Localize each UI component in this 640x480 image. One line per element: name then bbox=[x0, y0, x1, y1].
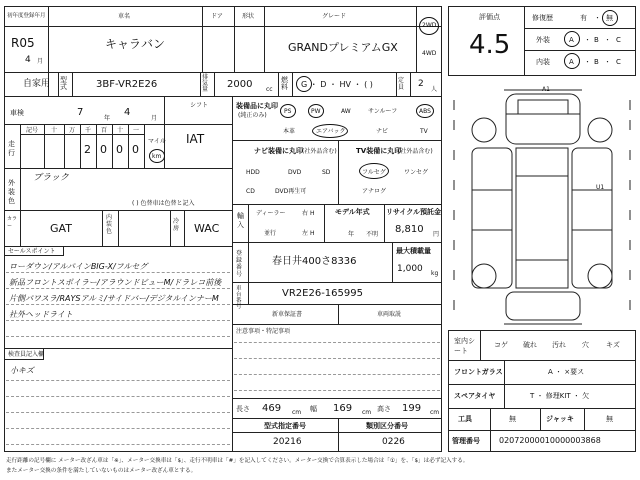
management-label: 管理番号 bbox=[452, 437, 480, 445]
tv-title: TV装備に丸印 bbox=[356, 147, 402, 155]
fuel-options: G ・ D ・ HV ・ ( ) bbox=[301, 80, 373, 89]
repair-no: 無 bbox=[606, 14, 613, 22]
car-name-value: キャラバン bbox=[105, 37, 166, 51]
model-year-unit: 年 bbox=[348, 231, 355, 238]
category-value: 自家用 bbox=[23, 79, 51, 89]
exterior-value: ブラック bbox=[33, 173, 69, 183]
spare-tire-value: T ・ 修理KIT ・ 欠 bbox=[530, 392, 590, 400]
ac-value: WAC bbox=[194, 222, 220, 235]
type-label: 型式 bbox=[60, 76, 67, 91]
drive-4wd: 4WD bbox=[422, 50, 437, 57]
grade-sep: ・ bbox=[584, 58, 591, 66]
import-steering-h: H bbox=[310, 210, 315, 217]
sheet-item: 汚れ bbox=[552, 341, 566, 349]
digit-header-1: 万 bbox=[69, 127, 76, 134]
inspector-line: 小キズ bbox=[10, 366, 34, 375]
equipment-subtitle: (純正のみ) bbox=[238, 112, 267, 119]
mileage-digit: 0 bbox=[132, 143, 139, 156]
tools-label: 工具 bbox=[458, 415, 472, 423]
category-code-label: 類別区分番号 bbox=[366, 422, 408, 430]
inspector-label: 検査員記入欄 bbox=[8, 351, 45, 358]
height-label: 高さ bbox=[377, 405, 391, 413]
equip-ps: PS bbox=[284, 108, 292, 115]
tv-note: (社外品含む) bbox=[398, 148, 433, 155]
grade-value: GRANDプレミアムGX bbox=[288, 41, 398, 54]
capacity-unit: 人 bbox=[431, 86, 438, 93]
first-reg-month-unit: 月 bbox=[37, 58, 44, 65]
score-label: 評価点 bbox=[479, 13, 500, 21]
model-year-unknown: 不明 bbox=[366, 231, 379, 238]
import-label: 輸入 bbox=[237, 212, 244, 229]
mileage-notes-label: 記号 bbox=[26, 127, 39, 134]
capacity-value: 2 bbox=[418, 79, 424, 89]
footer-line-2: またメーター交換の条件を満たしていないものはメーター改ざん車とする。 bbox=[6, 468, 197, 474]
drive-2wd: 2WD bbox=[422, 22, 437, 29]
car-name-label: 車名 bbox=[118, 13, 131, 20]
model-year-label: モデル年式 bbox=[335, 208, 370, 216]
unit-km: km bbox=[152, 153, 162, 160]
jack-value: 無 bbox=[606, 415, 613, 423]
navi-sd: SD bbox=[322, 169, 331, 176]
navi-dvd-play: DVD再生可 bbox=[275, 188, 307, 195]
sales-points-label: セールスポイント bbox=[8, 248, 56, 255]
chassis-value: VR2E26-165995 bbox=[282, 288, 363, 299]
type-value: 3BF-VR2E26 bbox=[96, 79, 158, 90]
tools-value: 無 bbox=[509, 415, 516, 423]
sales-point-line: ローダウン/アルパインBIG-X/フルセグ bbox=[9, 262, 148, 271]
equip-pw: PW bbox=[311, 108, 321, 115]
unit-mile: マイル bbox=[148, 138, 166, 145]
sheet-item: コゲ bbox=[494, 341, 508, 349]
inspection-label: 車検 bbox=[10, 109, 24, 117]
door-label: ドア bbox=[211, 13, 223, 20]
designation-label: 型式指定番号 bbox=[264, 422, 306, 430]
width-value: 169 bbox=[333, 403, 353, 414]
import-right: 右 bbox=[302, 210, 309, 217]
grade-sep: ・ bbox=[584, 36, 591, 44]
width-unit: cm bbox=[362, 409, 372, 416]
fuel-g-circle bbox=[296, 76, 312, 92]
repair-label: 修復歴 bbox=[532, 14, 553, 22]
length-label: 長さ bbox=[236, 405, 250, 413]
tv-fullseg: フルセグ bbox=[362, 169, 386, 176]
registration-value: 春日井400さ8336 bbox=[272, 256, 357, 267]
displacement-label: 排気量 bbox=[202, 74, 209, 93]
digit-header-4: 十 bbox=[117, 127, 124, 134]
repair-yes: 有 bbox=[580, 14, 587, 22]
navi-title: ナビ装備に丸印 bbox=[254, 147, 303, 155]
max-load-unit: kg bbox=[431, 270, 439, 277]
fuel-label: 燃料 bbox=[281, 76, 288, 91]
diagram-mark-u1: U1 bbox=[596, 184, 605, 191]
tv-oneseg: ワンセグ bbox=[404, 169, 429, 176]
designation-value: 20216 bbox=[273, 437, 302, 447]
interior-grade-label: 内装 bbox=[536, 58, 550, 66]
equip-abs: ABS bbox=[419, 108, 431, 115]
navi-dvd: DVD bbox=[288, 169, 302, 176]
mileage-digit: 2 bbox=[84, 143, 91, 156]
interior-sheet-label: 室内シート bbox=[454, 337, 475, 355]
mileage-digit: 0 bbox=[100, 143, 107, 156]
equip-airbag: エアバック bbox=[316, 128, 346, 135]
exterior-note: ( ) 色替車は色替と記入 bbox=[132, 200, 195, 207]
recycle-value: 8,810 bbox=[395, 224, 424, 235]
ac-label: 冷房 bbox=[173, 218, 180, 232]
first-reg-label: 初年度登録年月 bbox=[7, 13, 46, 19]
mileage-label: 走行 bbox=[8, 140, 15, 157]
exterior-grade-a: A bbox=[569, 36, 574, 44]
interior-grade-a: A bbox=[569, 58, 574, 66]
footer-line-1: 走行距離の記号欄に メーター改ざん車は「※」、メーター交換車は「$」、走行不明車は「#」を記入してください。メーター交換で合算表示した場合は「①」を、「$」は必ず記入する。 bbox=[6, 458, 469, 464]
repair-dot: ・ bbox=[594, 14, 601, 22]
exterior-grade-b: B bbox=[594, 36, 599, 44]
sheet-item: 穴 bbox=[582, 341, 589, 349]
digit-header-0: 十 bbox=[51, 127, 58, 134]
spare-tire-label: スペアタイヤ bbox=[454, 392, 496, 400]
max-load-label: 最大積載量 bbox=[396, 247, 431, 255]
sheet-item: キズ bbox=[606, 341, 620, 349]
import-left: 左 bbox=[302, 230, 309, 237]
import-steering-h2: H bbox=[310, 230, 315, 237]
height-unit: cm bbox=[430, 409, 440, 416]
digit-header-3: 百 bbox=[101, 127, 108, 134]
inspection-year: 7 bbox=[77, 107, 84, 118]
height-value: 199 bbox=[402, 403, 422, 414]
exterior-grade-c: C bbox=[616, 36, 621, 44]
first-reg-month: 4 bbox=[25, 55, 31, 65]
front-glass-label: フロントガラス bbox=[454, 368, 503, 376]
shift-value: IAT bbox=[186, 132, 205, 146]
import-parallel: 並行 bbox=[264, 230, 277, 237]
recycle-label: リサイクル預託金 bbox=[386, 208, 442, 216]
displacement-unit: cc bbox=[266, 86, 273, 93]
chassis-label: 車台番号 bbox=[236, 286, 242, 310]
equip-sunroof: サンルーフ bbox=[368, 108, 398, 115]
equipment-title: 装備品に丸印 bbox=[236, 102, 278, 110]
first-reg-era: R05 bbox=[11, 36, 35, 50]
max-load-value: 1,000 bbox=[397, 264, 423, 274]
recycle-unit: 円 bbox=[433, 231, 440, 238]
diagram-mark-a1: A1 bbox=[542, 86, 550, 93]
mileage-digit: 0 bbox=[116, 143, 123, 156]
length-value: 469 bbox=[262, 403, 282, 414]
interior-grade-b: B bbox=[594, 58, 599, 66]
jack-label: ジャッキ bbox=[546, 415, 574, 423]
import-dealer: ディーラー bbox=[256, 210, 286, 217]
equip-aw: AW bbox=[341, 108, 351, 115]
color-code-value: GAT bbox=[50, 222, 72, 235]
grade-sep: ・ bbox=[604, 36, 611, 44]
inspection-year-unit: 年 bbox=[104, 115, 111, 122]
special-notes-label: 注意事項・特記事項 bbox=[236, 328, 291, 335]
color-code-label: カラー bbox=[7, 216, 18, 229]
grade-label: グレード bbox=[322, 13, 347, 20]
equip-navi: ナビ bbox=[376, 128, 389, 135]
digit-header-5: 一 bbox=[133, 127, 140, 134]
inspection-month-unit: 月 bbox=[151, 115, 158, 122]
grade-sep: ・ bbox=[604, 58, 611, 66]
shift-label: シフト bbox=[190, 102, 209, 109]
digit-header-2: 千 bbox=[85, 127, 92, 134]
sales-point-line: 新品フロントスポイラー/アラウンドビューM/ドラレコ前後 bbox=[9, 278, 222, 287]
navi-hdd: HDD bbox=[246, 169, 260, 176]
navi-note: (社外品含む) bbox=[302, 148, 337, 155]
sales-point-line: 片側パワスラ/RAYSアルミ/サイドバー/デジタルインナーM bbox=[9, 294, 219, 303]
displacement-value: 2000 bbox=[227, 79, 253, 90]
equip-leather: 本革 bbox=[283, 128, 296, 135]
exterior-grade-label: 外装 bbox=[536, 36, 550, 44]
interior-grade-c: C bbox=[616, 58, 621, 66]
warranty-label: 新車保証書 bbox=[272, 311, 303, 318]
score-value: 4.5 bbox=[469, 30, 511, 60]
sales-point-line: 社外ヘッドライト bbox=[9, 310, 73, 319]
length-unit: cm bbox=[292, 409, 302, 416]
equip-tv: TV bbox=[420, 128, 428, 135]
shape-label: 形状 bbox=[242, 13, 255, 20]
width-label: 幅 bbox=[310, 405, 317, 413]
exterior-label: 外装色 bbox=[8, 179, 15, 205]
capacity-label: 定員 bbox=[398, 77, 405, 91]
manual-label: 車両取説 bbox=[377, 311, 402, 318]
interior-color-label: 内装色 bbox=[106, 214, 113, 235]
management-value: 02072000010000003868 bbox=[499, 436, 601, 445]
registration-label: 登録番号 bbox=[236, 250, 243, 278]
sheet-item: 破れ bbox=[523, 341, 537, 349]
tv-analog: アナログ bbox=[362, 188, 387, 195]
inspection-month: 4 bbox=[124, 107, 131, 118]
category-code-value: 0226 bbox=[382, 437, 405, 447]
car-diagram-sketch bbox=[448, 80, 636, 328]
front-glass-value: A ・ ×要ス bbox=[548, 368, 585, 376]
navi-cd: CD bbox=[246, 188, 255, 195]
